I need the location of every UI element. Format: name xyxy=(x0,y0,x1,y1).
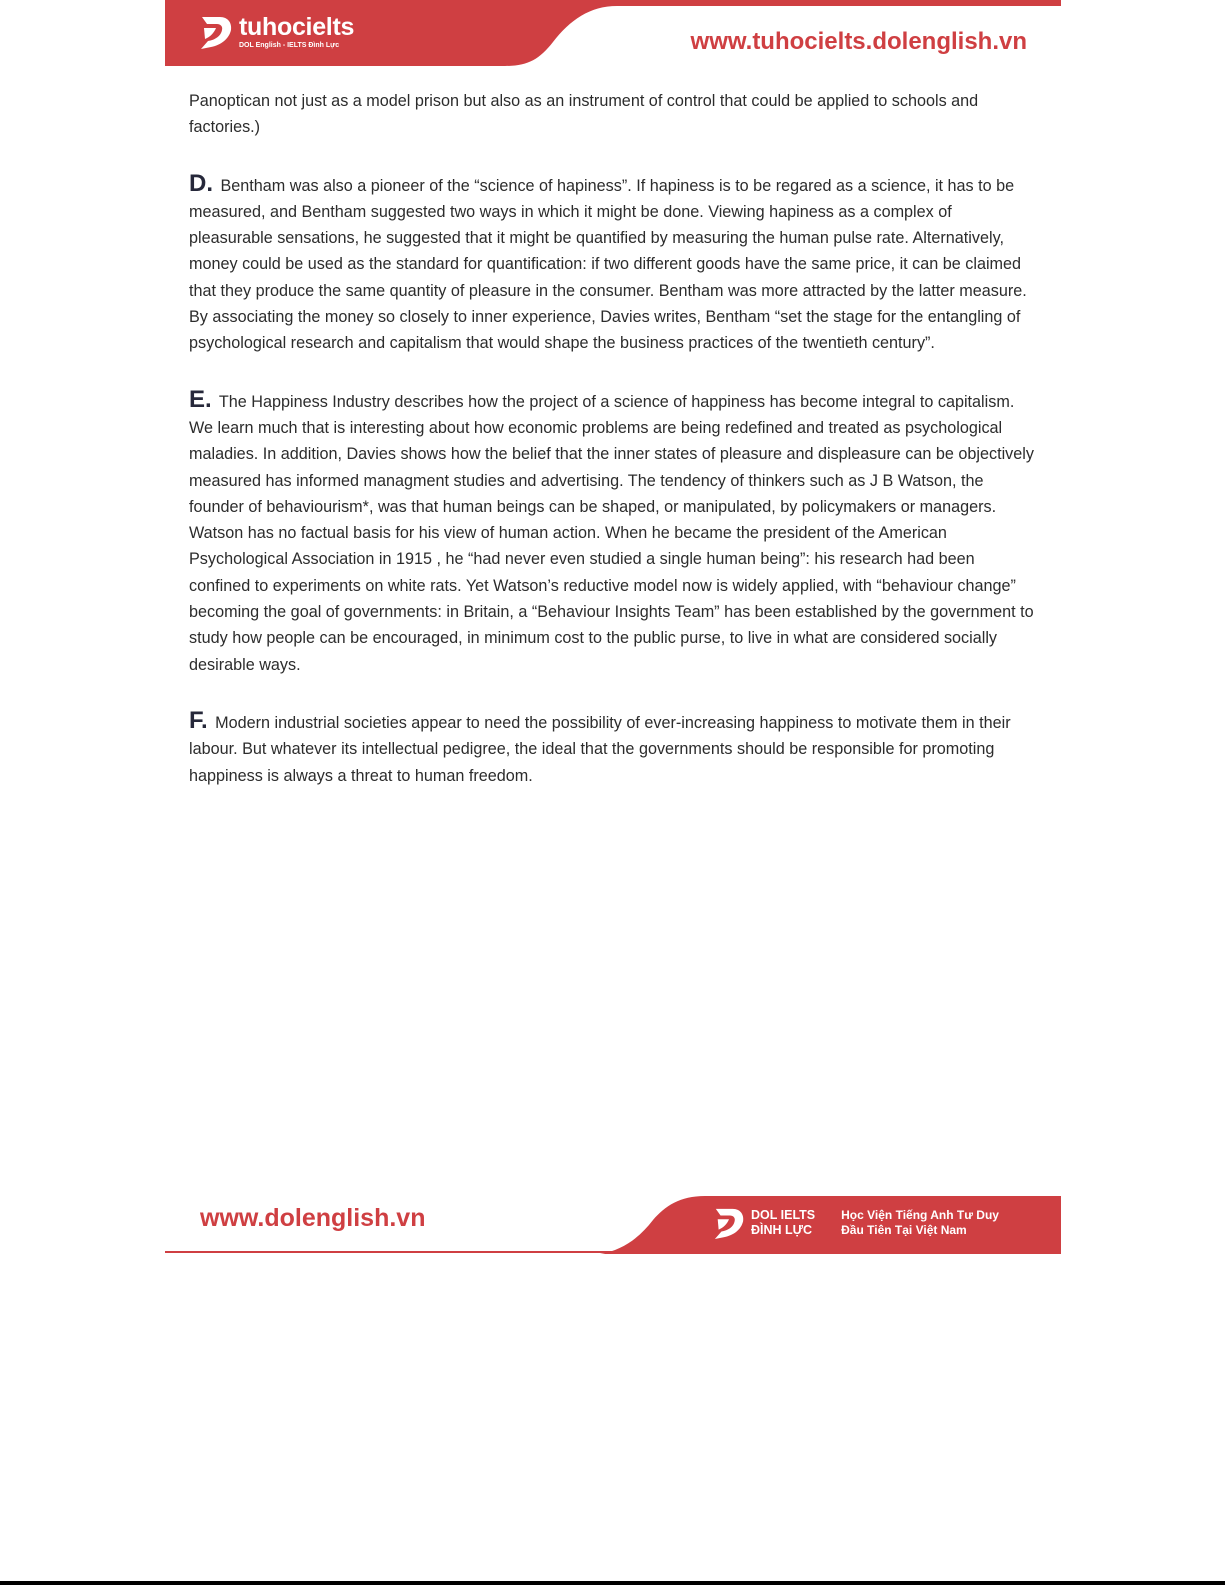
paragraph-e xyxy=(189,387,1039,678)
intro-paragraph: Panoptican not just as a model prison but also as an instrument of control that could be applied to schools and factories.) xyxy=(189,92,979,137)
document-page xyxy=(165,0,1061,1265)
tuhocielts-logo-icon xyxy=(199,14,233,50)
paragraph-d xyxy=(189,171,1039,357)
header-brand[interactable] xyxy=(199,14,354,50)
footer-tagline-line1: Học Viện Tiếng Anh Tư Duy xyxy=(841,1208,999,1222)
footer-brand xyxy=(713,1206,999,1240)
paragraph-letter: D. xyxy=(189,169,213,197)
footer-brand-line2: ĐÌNH LỰC xyxy=(751,1223,813,1237)
paragraph-text: Bentham was also a pioneer of the “science of hapiness”. If hapiness is to be regared as a science, it has to be measured, and Bentham suggested two ways in which it might be done. Viewing hapiness as a complex of pleasurable sensations, he suggested that it might be quantified by measuring the human pulse rate. Alternatively, money could be used as the standard for quantification: if two different goods have the same price, it can be claimed that they produce the same quantity of pleasure in the consumer. Bentham was more attracted by the latter measure. By associating the money so closely to inner experience, Davies writes, Bentham “set the stage for the entangling of psychological research and capitalism that would shape the business practices of the twentieth century”. xyxy=(189,176,1027,353)
page-footer xyxy=(165,1196,1061,1266)
passage-content xyxy=(189,88,1039,819)
paragraph-letter: E. xyxy=(189,385,212,413)
footer-tagline-line2: Đầu Tiên Tại Việt Nam xyxy=(841,1223,967,1237)
footer-site-url[interactable]: www.dolenglish.vn xyxy=(200,1204,426,1232)
dol-logo-icon xyxy=(713,1206,745,1240)
paragraph-letter: F. xyxy=(189,706,208,734)
header-site-url[interactable]: www.tuhocielts.dolenglish.vn xyxy=(690,28,1027,55)
paragraph-f xyxy=(189,708,1039,789)
brand-name: tuhocielts xyxy=(239,13,355,41)
page-bottom-border xyxy=(0,1581,1225,1585)
footer-brand-line1: DOL IELTS xyxy=(751,1208,816,1222)
page-header xyxy=(165,0,1061,66)
paragraph-text: Modern industrial societies appear to need the possibility of ever-increasing happiness to motivate them in their labour. But whatever its intellectual pedigree, the ideal that the governments should be responsible for promoting happiness is always a threat to human freedom. xyxy=(189,713,1011,785)
brand-subtitle: DOL English - IELTS Đình Lực xyxy=(239,42,340,49)
paragraph-text: The Happiness Industry describes how the project of a science of happiness has become integral to capitalism. We learn much that is interesting about how economic problems are being redefined and treated as psychological maladies. In addition, Davies shows how the belief that the inner states of pleasure and displeasure can be objectively measured has informed managment studies and advertising. The tendency of thinkers such as J B Watson, the founder of behaviourism*, was that human beings can be shaped, or manipulated, by policymakers or managers. Watson has no factual basis for his view of human action. When he became the president of the American Psychological Association in 1915 , he “had never even studied a single human being”: his research had been confined to experiments on white rats. Yet Watson’s reductive model now is widely applied, with “behaviour change” becoming the goal of governments: in Britain, a “Behaviour Insights Team” has been established by the government to study how people can be encouraged, in minimum cost to the public purse, to live in what are considered socially desirable ways. xyxy=(189,392,1034,674)
